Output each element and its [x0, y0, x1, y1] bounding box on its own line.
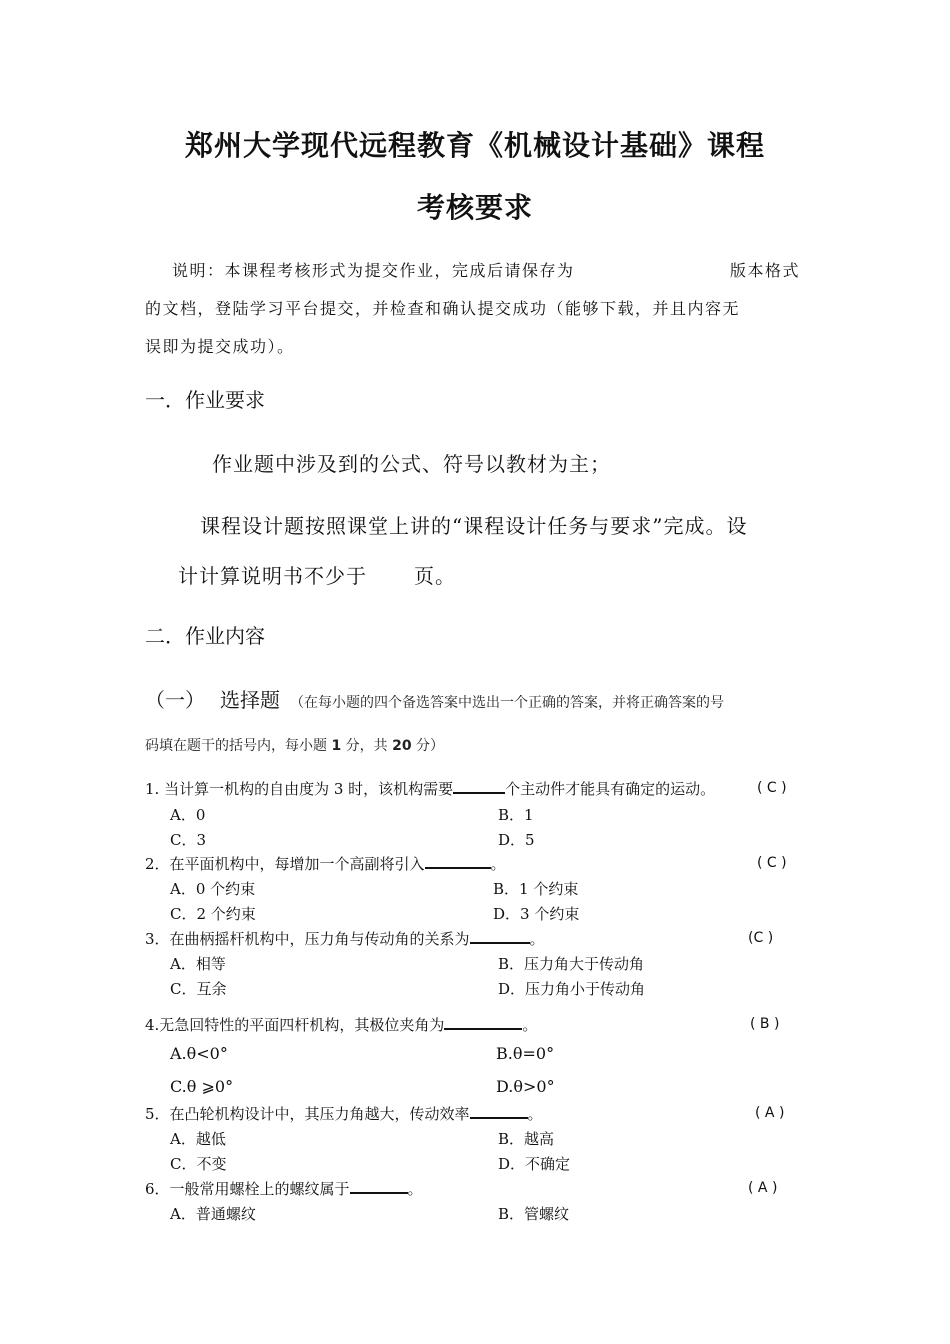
question-4-stem: 4.无急回特性的平面四杆机构，其极位夹角为 。: [145, 1016, 538, 1034]
answer-blank: [470, 1103, 528, 1119]
answer-blank: [350, 1178, 408, 1194]
question-1-option-d: D．5: [498, 831, 535, 849]
question-5-option-d: D．不确定: [498, 1155, 571, 1173]
question-5-stem: 5．在凸轮机构设计中，其压力角越大，传动效率 。: [145, 1105, 543, 1123]
question-3-option-d: D．压力角小于传动角: [498, 980, 646, 998]
question-5-option-a: A．越低: [170, 1130, 226, 1148]
question-2-option-b: B．1 个约束: [493, 880, 579, 898]
note-line1-b: 版本格式: [730, 261, 801, 280]
part-description-line2: 码填在题干的括号内，每小题 1 分，共 20 分）: [145, 738, 445, 754]
answer-blank: [444, 1014, 522, 1030]
section1-paragraph2-line2a: 计计算说明书不少于: [178, 564, 367, 588]
question-4-option-a: A.θ<0°: [170, 1044, 228, 1063]
answer-blank: [470, 928, 530, 944]
answer-blank: [453, 778, 505, 794]
part-label: （一）: [145, 688, 205, 712]
question-3-answer: (C ): [748, 930, 774, 946]
part-title: 选择题: [220, 688, 280, 712]
question-1-stem: 1. 当计算一机构的自由度为 3 时，该机构需要 个主动件才能具有确定的运动。: [145, 780, 716, 798]
document-title-line2: 考核要求: [416, 191, 533, 224]
section1-paragraph2-line1: 课程设计题按照课堂上讲的“课程设计任务与要求”完成。设: [200, 514, 748, 538]
question-3-stem: 3．在曲柄摇杆机构中，压力角与传动角的关系为 。: [145, 930, 545, 948]
document-title-line1: 郑州大学现代远程教育《机械设计基础》课程: [184, 129, 765, 162]
question-6-stem: 6．一般常用螺栓上的螺纹属于 。: [145, 1180, 423, 1198]
section1-paragraph2-line2b: 页。: [414, 564, 456, 588]
question-2-option-d: D．3 个约束: [493, 905, 580, 923]
note-line3: 误即为提交成功）。: [145, 337, 295, 356]
question-5-option-c: C．不变: [170, 1155, 227, 1173]
question-4-option-d: D.θ>0°: [496, 1077, 555, 1096]
section1-heading: 一．作业要求: [145, 388, 265, 412]
question-5-option-b: B．越高: [498, 1130, 555, 1148]
question-2-answer: ( C ): [757, 855, 787, 871]
section2-heading: 二．作业内容: [145, 624, 265, 648]
question-2-option-a: A．0 个约束: [170, 880, 256, 898]
question-1-option-b: B．1: [498, 806, 534, 824]
question-3-option-b: B．压力角大于传动角: [498, 955, 645, 973]
question-1-option-a: A．0: [170, 806, 206, 824]
question-1-answer: ( C ): [757, 780, 787, 796]
question-3-option-a: A．相等: [170, 955, 226, 973]
answer-blank: [425, 853, 491, 869]
question-6-answer: ( A ): [748, 1180, 778, 1196]
section1-paragraph1: 作业题中涉及到的公式、符号以教材为主；: [212, 452, 611, 476]
note-line2: 的文档，登陆学习平台提交，并检查和确认提交成功（能够下载，并且内容无: [145, 299, 741, 318]
question-5-answer: ( A ): [755, 1105, 785, 1121]
question-6-option-a: A．普通螺纹: [170, 1205, 256, 1223]
question-4-option-c: C.θ ⩾0°: [170, 1077, 234, 1096]
note-line1-a: 说明：本课程考核形式为提交作业，完成后请保存为: [172, 261, 575, 280]
question-4-answer: ( B ): [750, 1016, 780, 1032]
part-description-line1: （在每小题的四个备选答案中选出一个正确的答案，并将正确答案的号: [290, 695, 724, 711]
question-3-option-c: C．互余: [170, 980, 227, 998]
question-2-option-c: C．2 个约束: [170, 905, 256, 923]
question-2-stem: 2．在平面机构中，每增加一个高副将引入 。: [145, 855, 506, 873]
question-4-option-b: B.θ=0°: [496, 1044, 555, 1063]
question-6-option-b: B．管螺纹: [498, 1205, 570, 1223]
question-1-option-c: C．3: [170, 831, 207, 849]
